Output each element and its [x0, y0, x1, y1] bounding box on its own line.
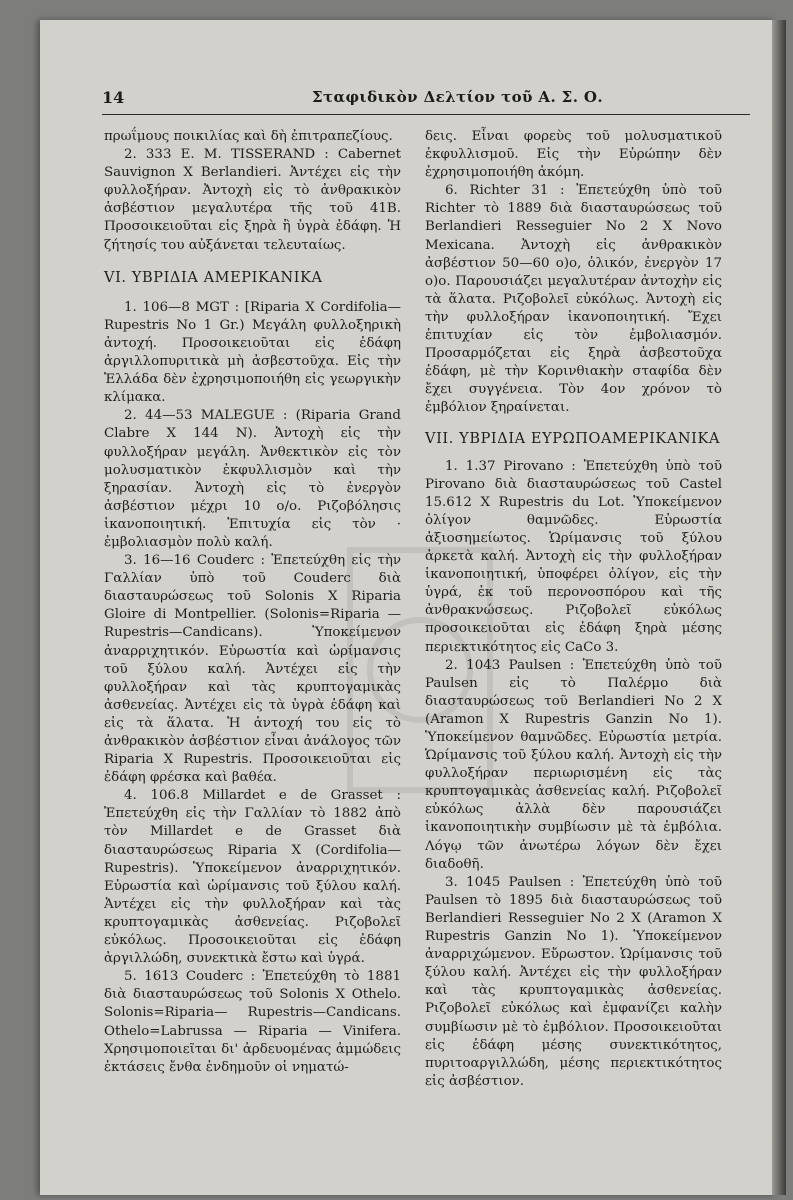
paragraph: 6. Richter 31 : Ἐπετεύχθη ὑπὸ τοῦ Richter τὸ 1889 διὰ διασταυρώσεως τοῦ Berlandieri Resseguier No 2 X Novo Mexicana. Ἀντοχὴ εἰς ἀνθρακικὸν ἀσβέστιον 50—60 ο)ο, ὁλικόν, ἐνεργὸν 17 ο)ο. Παρουσιάζει μεγαλυτέραν ἀντοχὴν εἰς τὰ ἅλατα. Ριζοβολεῖ εὐκόλως. Ἀντοχὴ εἰς τὴν φυλλοξήραν ἱκανοποιητική. Ἔχει ἐπιτυχίαν εἰς τὸν ἐμβολιασμόν. Προσαρμόζεται εἰς ξηρὰ ἀσβεστοῦχα ἐδάφη, μὲ τὴν Κορινθιακὴν σταφίδα δὲν ἔχει συγγένεια. Τὸν 4ον χρόνον τὸ ἐμβόλιον ξηραίνεται.: [425, 183, 722, 416]
paragraph: 4. 106.8 Millardet e de Grasset : Ἐπετεύχθη εἰς τὴν Γαλλίαν τὸ 1882 ἀπὸ τὸν Millardet e de Grasset διὰ διασταυρώσεως Riparia X (Cordifolia—Rupestris). Ὑποκείμενον ἀναρριχητικόν. Εὐρωστία καὶ ὡρίμανσις τοῦ ξύλου καλή. Ἀντέχει εἰς τὴν φυλλοξήραν καὶ τὰς κρυπτογαμικὰς ἀσθενείας. Ριζοβολεῖ εὐκόλως. Προσοικειοῦται εἰς ἐδάφη ἀργιλλώδη, συνεκτικὰ ἔστω καὶ ὑγρά.: [104, 788, 401, 967]
paragraph: 3. 1045 Paulsen : Ἐπετεύχθη ὑπὸ τοῦ Paulsen τὸ 1895 διὰ διασταυρώσεως τοῦ Berlandieri Resseguier No 2 X (Aramon X Rupestris Ganzin No 1). Ὑποκείμενον ἀναρριχώμενον. Εὔρωστον. Ὡρίμανσις τοῦ ξύλου καλή. Ἀντέχει εἰς τὴν φυλλοξήραν καὶ τὰς κρυπτογαμικὰς ἀσθενείας. Ριζοβολεῖ εὐκόλως καὶ ἐμφανίζει καλὴν συμβίωσιν μὲ τὸ ἐμβόλιον. Προσοικειοῦται εἰς ἐδάφη μέσης συνεκτικότητος, πυριτοαργιλλώδη, μέσης περιεκτικότητος εἰς ἀσβέστιον.: [425, 874, 722, 1089]
section-heading: VII. ΥΒΡΙΔΙΑ ΕΥΡΩΠΟΑΜΕΡΙΚΑΝΙΚΑ: [425, 430, 721, 447]
section-heading: VI. ΥΒΡΙΔΙΑ ΑΜΕΡΙΚΑΝΙΚΑ: [104, 269, 323, 286]
paragraph: πρωΐμους ποικιλίας καὶ δὴ ἐπιτραπεζίους.: [104, 129, 393, 144]
page-number: 14: [102, 88, 125, 107]
left-column: [104, 128, 401, 1077]
book-binding-edge: [772, 20, 786, 1195]
paragraph: 3. 16—16 Couderc : Ἐπετεύχθη εἰς τὴν Γαλλίαν ὑπὸ τοῦ Couderc διὰ διασταυρώσεως τοῦ Solonis X Riparia Gloire di Montpellier. (Solonis=Riparia —Rupestris—Candicans). Ὑποκείμενον ἀναρριχητικόν. Εὐρωστία καὶ ὡρίμανσις τοῦ ξύλου καλή. Ἀντέχει εἰς τὴν φυλλοξήραν καὶ τὰς κρυπτογαμικὰς ἀσθενείας. Ἀντέχει εἰς τὰ ὑγρὰ ἐδάφη καὶ εἰς τὰ ἅλατα. Ἡ ἀντοχή του εἰς τὸ ἀνθρακικὸν ἀσβέστιον εἶναι ἀνάλογος τῶν Riparia X Rupestris. Προσοικειοῦται εἰς ἐδάφη φρέσκα καὶ βαθέα.: [104, 553, 401, 786]
page-header: [102, 84, 750, 115]
paragraph: 5. 1613 Couderc : Ἐπετεύχθη τὸ 1881 διὰ διασταυρώσεως τοῦ Solonis X Othelo. Solonis=Riparia— Rupestris—Candicans. Othelo=Labrussa — Riparia — Vinifera. Χρησιμοποιεῖται δι' ἀρδευομένας ἀμμώδεις ἐκτάσεις ἔνθα ἐνδημοῦν οἱ νηματώ-: [104, 969, 401, 1075]
paragraph: 2. 44—53 MALEGUE : (Riparia Grand Clabre X 144 N). Ἀντοχὴ εἰς τὴν φυλλοξήραν μεγάλη. Ἀνθεκτικὸν εἰς τὸν μολυσματικὸν ἐκφυλλισμὸν καὶ τὴν ξηρασίαν. Ἀντοχὴ εἰς τὸ ἐνεργὸν ἀσβέστιον μέχρι 10 ο/ο. Ριζοβόλησις ἱκανοποιητική. Ἐπιτυχία εἰς τὸν · ἐμβολιασμὸν πολὺ καλή.: [104, 408, 401, 550]
running-title: Σταφιδικὸν Δελτίον τοῦ Α. Σ. Ο.: [312, 88, 604, 106]
paragraph: 1. 1.37 Pirovano : Ἐπετεύχθη ὑπὸ τοῦ Pirovano διὰ διασταυρώσεως τοῦ Castel 15.612 X Rupestris du Lot. Ὑποκείμενον ὀλίγον θαμνῶδες. Εὐρωστία ἀξιοσημείωτος. Ὡρίμανσις τοῦ ξύλου ἀρκετὰ καλή. Ἀντοχὴ εἰς τὴν φυλλοξήραν ἱκανοποιητική, ὑποφέρει ὀλίγον, εἰς τὴν ὑγρά, ἐκ τοῦ περονοσπόρου καὶ τῆς ἀνθρακνώσεως. Ριζοβολεῖ εὐκόλως προσοικειοῦται εἰς ἐδάφη ξηρὰ μέσης περιεκτικότητος εἰς CaCo 3.: [425, 458, 722, 655]
right-column: [425, 128, 722, 1091]
paragraph: 2. 1043 Paulsen : Ἐπετεύχθη ὑπὸ τοῦ Paulsen εἰς τὸ Παλέρμο διὰ διασταυρώσεως τοῦ Berlandieri No 2 X (Aramon X Rupestris Ganzin No 1). Ὑποκείμενον θαμνῶδες. Εὐρωστία μετρία. Ὡρίμανσις τοῦ ξύλου καλή. Ἀντοχὴ εἰς τὴν φυλλοξήραν περιωρισμένη εἰς τὰς κρυπτογαμικὰς ἀσθενείας καλή. Ριζοβολεῖ εὐκόλως ἀλλὰ δὲν παρουσιάζει ἱκανοποιητικὴν συμβίωσιν μὲ τὰ ἐμβόλια. Λόγῳ τῶν ἀνωτέρω λόγων δὲν ἔχει διαδοθῆ.: [425, 657, 722, 872]
document-page: [40, 20, 776, 1195]
paragraph: 2. 333 E. M. TISSERAND : Cabernet Sauvignon X Berlandieri. Ἀντέχει εἰς τὴν φυλλοξήραν. Ἀντοχὴ εἰς τὸ ἀνθρακικὸν ἀσβέστιον μεγαλυτέρα τῆς τοῦ 41B. Προσοικειοῦται εἰς ξηρὰ ἢ ὑγρὰ ἐδάφη. Ἡ ζήτησίς του αὐξάνεται τελευταίως.: [104, 147, 401, 253]
paragraph: δεις. Εἶναι φορεὺς τοῦ μολυσματικοῦ ἐκφυλλισμοῦ. Εἰς τὴν Εὐρώπην δὲν ἐχρησιμοποιήθη ἀκόμη.: [425, 129, 722, 181]
paragraph: 1. 106—8 MGT : [Riparia X Cordifolia—Rupestris No 1 Gr.) Μεγάλη φυλλοξηρικὴ ἀντοχή. Προσοικειοῦται εἰς ἐδάφη ἀργιλλοπυριτικὰ μὴ ἀσβεστοῦχα. Εἰς τὴν Ἑλλάδα δὲν ἐχρησιμοποιήθη εἰς γεωργικὴν κλίμακα.: [104, 299, 401, 406]
